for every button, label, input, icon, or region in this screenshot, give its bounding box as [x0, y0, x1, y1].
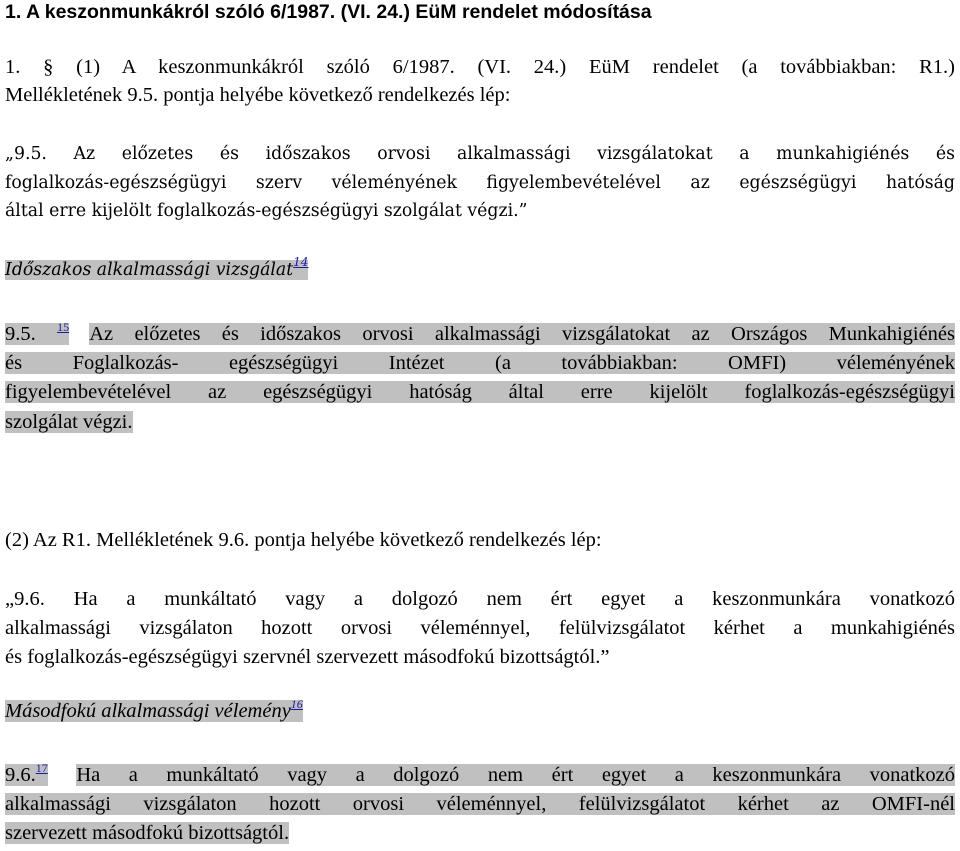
quoted-provision-9-5-line-2: foglalkozás-egészségügyi szerv véleményének figyelembevételével az egészségügyi hatóság	[5, 172, 955, 193]
paragraph-2	[5, 526, 955, 554]
paragraph-1-line-1: 1. § (1) A keszonmunkákról szóló 6/1987. (VI. 24.) EüM rendelet (a továbbiakban: R1.)	[5, 56, 955, 78]
amended-9-5-line-3: figyelembevételével az egészségügyi hatóság által erre kijelölt foglalkozás-egészségügyi	[5, 381, 955, 404]
quoted-provision-9-5-line-3: által erre kijelölt foglalkozás-egészségügyi szolgálat végzi.”	[5, 201, 528, 222]
footnote-link-16[interactable]: 16	[290, 697, 303, 711]
footnote-link-14[interactable]: 14	[293, 255, 309, 269]
amended-9-5-line-4: szolgálat végzi.	[5, 410, 133, 433]
quoted-provision-9-6	[5, 585, 955, 672]
amended-9-6-line-1: 9.6.17 Ha a munkáltató vagy a dolgozó nem ért egyet a keszonmunkára vonatkozó	[5, 761, 956, 786]
quoted-provision-9-6-line-2: alkalmassági vizsgálaton hozott orvosi véleménnyel, felülvizsgálatot kérhet a munkahigiénés	[5, 617, 955, 639]
quoted-provision-9-6-line-3: és foglalkozás-egészségügyi szervnél szervezett másodfokú bizottságtól.”	[5, 646, 610, 668]
amended-9-5-label: 9.5.	[5, 323, 36, 345]
amended-9-5-line-2: és Foglalkozás- egészségügyi Intézet (a továbbiakban: OMFI) véleményének	[5, 352, 955, 375]
paragraph-1-line-2: Mellékletének 9.5. pontja helyébe következő rendelkezés lép:	[5, 84, 511, 107]
quoted-provision-9-5-line-1: „9.5. Az előzetes és időszakos orvosi alkalmassági vizsgálatokat a munkahigiénés és	[5, 144, 955, 164]
quoted-provision-9-6-line-1: „9.6. Ha a munkáltató vagy a dolgozó nem ért egyet a keszonmunkára vonatkozó	[5, 588, 955, 610]
section-title-2-text: Másodfokú alkalmassági vélemény$^{16}$	[5, 697, 303, 722]
section-title-1-text: Időszakos alkalmassági vizsgálat$^{14}$	[5, 255, 309, 280]
paragraph-1	[5, 53, 955, 110]
amended-9-5-line-1: 9.5. $^{15}$ Az előzetes és időszakos orvosi alkalmassági vizsgálatokat az Országos Munkahigiénés	[5, 320, 956, 345]
footnote-link-15[interactable]: 15	[57, 320, 70, 334]
section-title-1	[5, 255, 955, 282]
amended-provision-9-5	[5, 320, 955, 437]
amended-provision-9-6	[5, 761, 955, 848]
paragraph-2-line: (2) Az R1. Mellékletének 9.6. pontja helyébe következő rendelkezés lép:	[5, 529, 602, 551]
amended-9-6-line-3: szervezett másodfokú bizottságtól.	[5, 822, 290, 844]
amended-9-6-label: 9.6.	[5, 764, 36, 786]
section-title-2	[5, 699, 955, 723]
document-heading: 1. A keszonmunkákról szóló 6/1987. (VI. 24.) EüM rendelet módosítása	[5, 1, 652, 23]
quoted-provision-9-5	[5, 140, 955, 226]
amended-9-6-line-2: alkalmassági vizsgálaton hozott orvosi véleménnyel, felülvizsgálatot kérhet az OMFI-nél	[5, 793, 955, 815]
footnote-link-17[interactable]: 17	[35, 761, 48, 775]
